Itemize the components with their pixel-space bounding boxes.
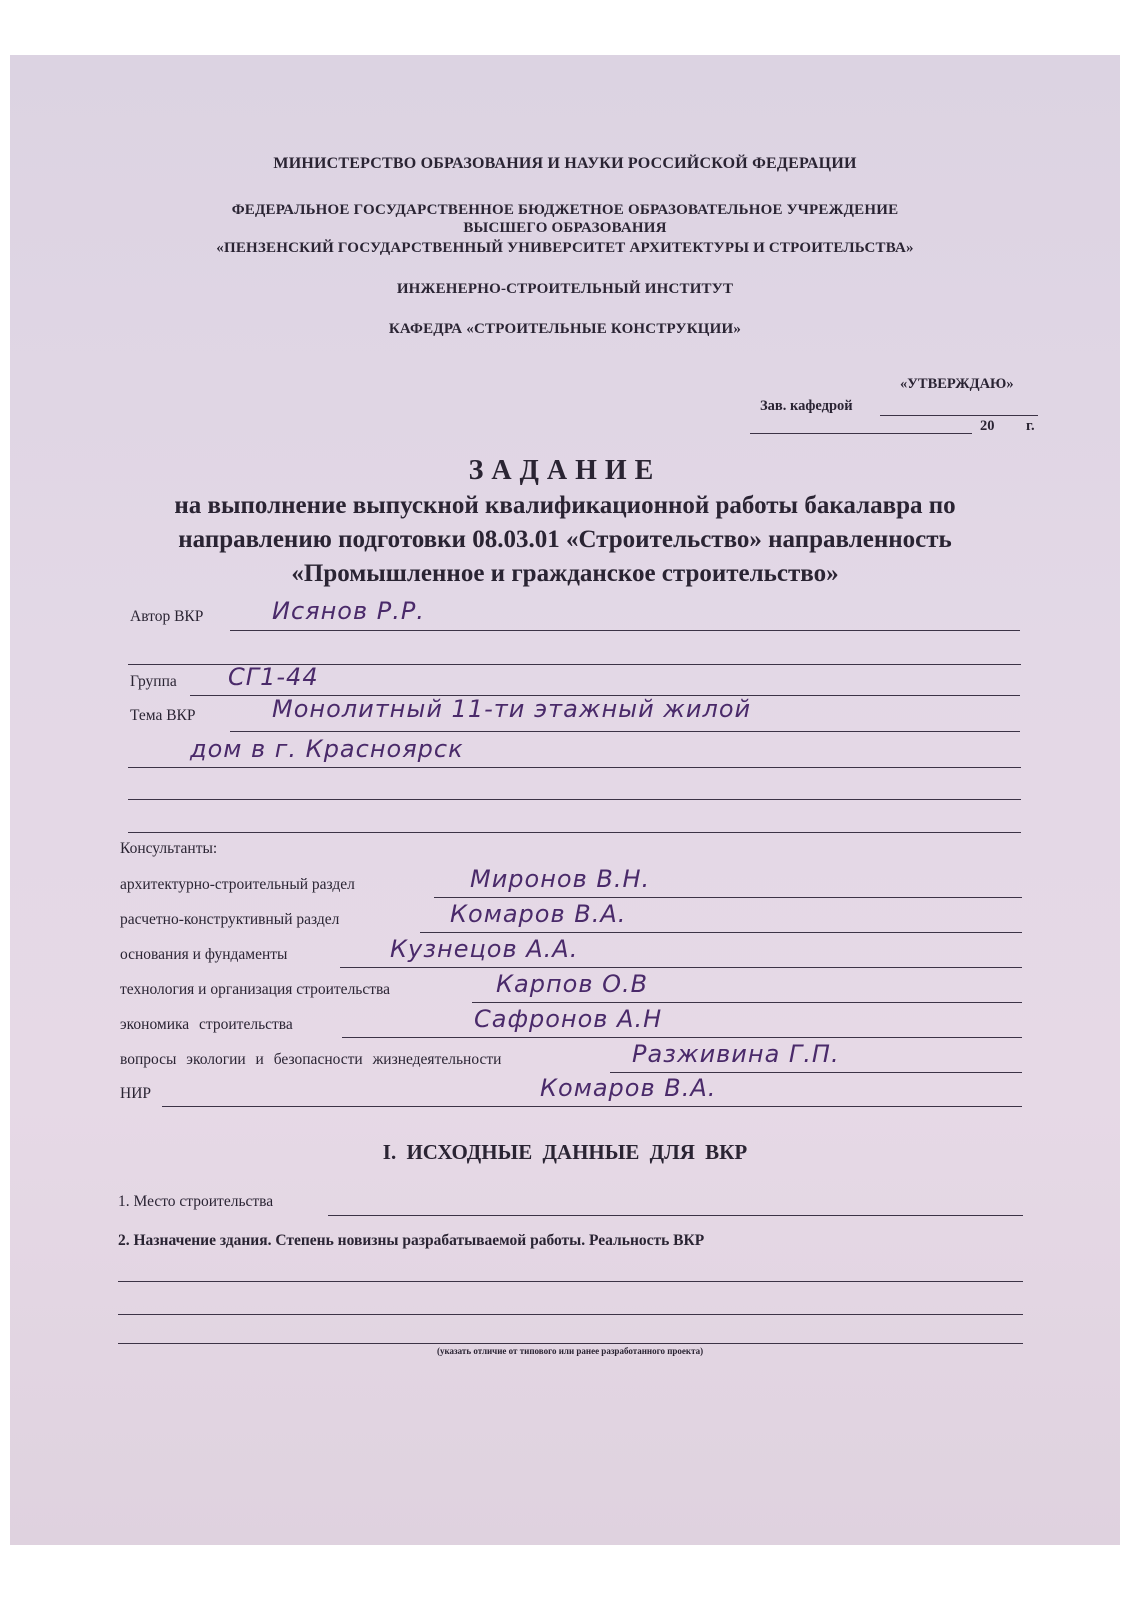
topic-label: Тема ВКР — [130, 707, 196, 724]
consultant-line-research — [162, 1106, 1022, 1107]
group-label: Группа — [130, 673, 177, 690]
institution-line-2: ВЫСШЕГО ОБРАЗОВАНИЯ — [463, 220, 667, 236]
topic-line-2 — [128, 767, 1021, 768]
consultant-line-structural — [420, 932, 1022, 933]
purpose-line-3 — [118, 1343, 1023, 1344]
year-suffix: г. — [1026, 418, 1035, 434]
construction-site-label: 1. Место строительства — [118, 1193, 274, 1210]
construction-site-line — [328, 1215, 1023, 1216]
topic-line-1 — [230, 731, 1020, 732]
purpose-note: (указать отличие от типового или ранее разработанного проекта) — [437, 1346, 704, 1356]
consultant-line-technology — [472, 1002, 1022, 1003]
institute-name: ИНЖЕНЕРНО-СТРОИТЕЛЬНЫЙ ИНСТИТУТ — [396, 281, 734, 297]
consultant-line-architecture — [434, 897, 1022, 898]
building-purpose-label: 2. Назначение здания. Степень новизны разрабатываемой работы. Реальность ВКР — [118, 1232, 705, 1249]
consultant-line-foundations — [340, 967, 1022, 968]
title-line-2: направлению подготовки 08.03.01 «Строительство» направленность — [178, 526, 952, 553]
consultants-heading: Консультанты: — [120, 840, 218, 857]
consultant-value-economics: Сафронов А.Н — [474, 1005, 663, 1033]
consultant-label-economics: экономика строительства — [120, 1016, 293, 1033]
consultant-label-ecology: вопросы экологии и безопасности жизнедеятельности — [120, 1051, 502, 1068]
section-1-heading: I. ИСХОДНЫЕ ДАННЫЕ ДЛЯ ВКР — [382, 1140, 748, 1164]
year-prefix: 20 — [980, 418, 995, 434]
head-signature-line — [880, 415, 1038, 416]
consultant-label-technology: технология и организация строительства — [120, 981, 391, 998]
author-label: Автор ВКР — [130, 608, 204, 625]
approve-stamp-text: «УТВЕРЖДАЮ» — [900, 376, 1014, 392]
consultant-label-architecture: архитектурно-строительный раздел — [120, 876, 355, 893]
ministry-heading: МИНИСТЕРСТВО ОБРАЗОВАНИЯ И НАУКИ РОССИЙСКОЙ ФЕДЕРАЦИИ — [273, 155, 857, 172]
consultant-label-structural: расчетно-конструктивный раздел — [120, 911, 340, 928]
date-line — [750, 433, 972, 434]
institution-line-1: ФЕДЕРАЛЬНОЕ ГОСУДАРСТВЕННОЕ БЮДЖЕТНОЕ ОБРАЗОВАТЕЛЬНОЕ УЧРЕЖДЕНИЕ — [231, 202, 899, 218]
consultant-value-structural: Комаров В.А. — [450, 900, 627, 928]
topic-line-3 — [128, 799, 1021, 800]
consultant-value-research: Комаров В.А. — [540, 1074, 717, 1102]
document-title: ЗАДАНИЕ — [468, 455, 662, 486]
purpose-line-2 — [118, 1314, 1023, 1315]
author-handwritten: Исянов Р.Р. — [272, 597, 425, 625]
document-page — [10, 55, 1120, 1545]
purpose-line-1 — [118, 1281, 1023, 1282]
head-of-department-label: Зав. кафедрой — [760, 398, 853, 414]
title-line-3: «Промышленное и гражданское строительство» — [291, 560, 839, 587]
topic-line-4 — [128, 832, 1021, 833]
consultant-line-ecology — [610, 1072, 1022, 1073]
consultant-line-economics — [342, 1037, 1022, 1038]
consultant-value-ecology: Разживина Г.П. — [632, 1040, 840, 1068]
consultant-value-architecture: Миронов В.Н. — [470, 865, 651, 893]
title-line-1: на выполнение выпускной квалификационной работы бакалавра по — [174, 492, 956, 519]
group-handwritten: СГ1-44 — [228, 663, 319, 691]
consultant-label-foundations: основания и фундаменты — [120, 946, 288, 963]
topic-handwritten-2: дом в г. Красноярск — [190, 735, 464, 763]
topic-handwritten-1: Монолитный 11-ти этажный жилой — [272, 695, 752, 723]
consultant-value-technology: Карпов О.В — [496, 970, 649, 998]
university-name: «ПЕНЗЕНСКИЙ ГОСУДАРСТВЕННЫЙ УНИВЕРСИТЕТ АРХИТЕКТУРЫ И СТРОИТЕЛЬСТВА» — [216, 240, 914, 256]
consultant-value-foundations: Кузнецов А.А. — [390, 935, 579, 963]
consultant-label-research: НИР — [120, 1085, 152, 1102]
department-name: КАФЕДРА «СТРОИТЕЛЬНЫЕ КОНСТРУКЦИИ» — [388, 321, 742, 337]
author-line — [230, 630, 1020, 631]
